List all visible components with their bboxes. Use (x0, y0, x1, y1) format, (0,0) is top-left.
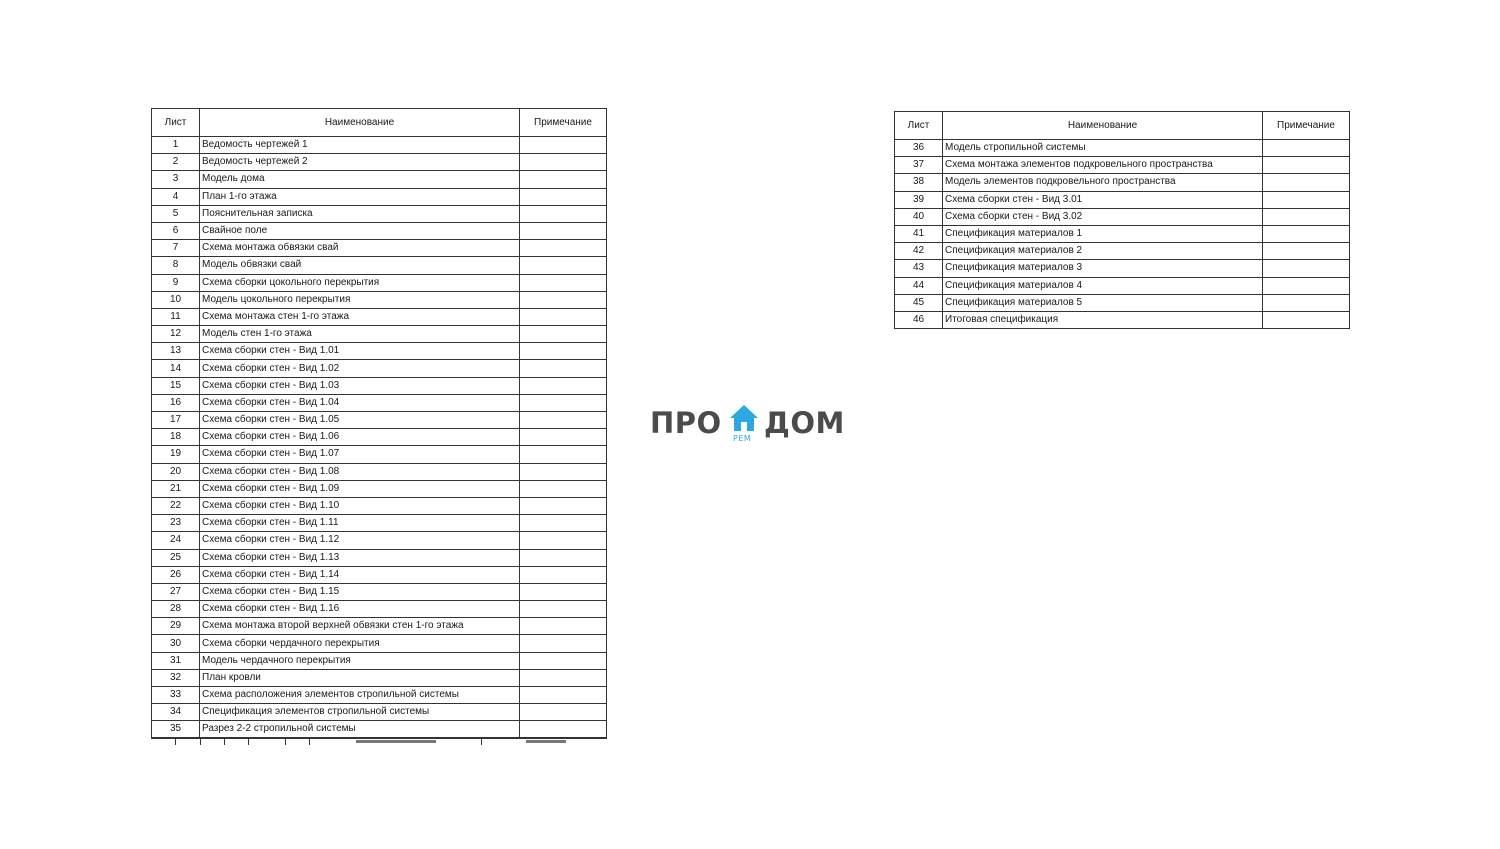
sheet-name: Модель обвязки свай (200, 257, 520, 274)
sheet-note (520, 566, 607, 583)
sheet-note (520, 549, 607, 566)
sheet-name: Схема сборки стен - Вид 1.03 (200, 377, 520, 394)
logo-word-right: ДОМ (764, 406, 845, 440)
table-row (895, 311, 1350, 328)
sheet-number: 27 (152, 583, 200, 600)
sheet-note (1263, 208, 1350, 225)
sheet-number: 20 (152, 463, 200, 480)
sheet-number: 2 (152, 154, 200, 171)
sheet-name: Модель дома (200, 171, 520, 188)
sheet-name: Схема сборки стен - Вид 1.09 (200, 480, 520, 497)
sheet-number: 26 (152, 566, 200, 583)
table-row (152, 429, 607, 446)
table-row (152, 463, 607, 480)
sheet-name: Схема сборки стен - Вид 1.04 (200, 394, 520, 411)
sheet-note (520, 463, 607, 480)
header-note: Примечание (1263, 112, 1350, 140)
sheet-number: 30 (152, 635, 200, 652)
sheet-note (520, 480, 607, 497)
header-name: Наименование (943, 112, 1263, 140)
sheet-number: 1 (152, 137, 200, 154)
sheet-name: Схема сборки стен - Вид 1.13 (200, 549, 520, 566)
sheet-number: 45 (895, 294, 943, 311)
sheet-number: 17 (152, 412, 200, 429)
table-row (895, 208, 1350, 225)
sheet-name: Схема расположения элементов стропильной системы (200, 687, 520, 704)
table-row (152, 704, 607, 721)
sheet-note (520, 515, 607, 532)
sheet-name: Схема сборки стен - Вид 3.01 (943, 191, 1263, 208)
sheet-note (1263, 191, 1350, 208)
sheet-name: Модель стен 1-го этажа (200, 326, 520, 343)
sheet-name: Спецификация материалов 4 (943, 277, 1263, 294)
table-row (152, 583, 607, 600)
sheet-note (520, 377, 607, 394)
sheet-name: Ведомость чертежей 2 (200, 154, 520, 171)
table-row (152, 532, 607, 549)
sheet-note (520, 497, 607, 514)
sheet-name: Схема сборки стен - Вид 1.10 (200, 497, 520, 514)
sheet-number: 28 (152, 601, 200, 618)
table-row (895, 140, 1350, 157)
sheet-number: 46 (895, 311, 943, 328)
sheet-note (1263, 140, 1350, 157)
sheet-name: Модель чердачного перекрытия (200, 652, 520, 669)
sheet-name: Итоговая спецификация (943, 311, 1263, 328)
sheet-name: Спецификация материалов 2 (943, 243, 1263, 260)
table-row (152, 515, 607, 532)
table-row (895, 174, 1350, 191)
sheet-number: 23 (152, 515, 200, 532)
sheet-note (520, 360, 607, 377)
sheet-note (1263, 225, 1350, 242)
sheet-name: Схема монтажа второй верхней обвязки стен 1-го этажа (200, 618, 520, 635)
table-row (152, 326, 607, 343)
sheet-note (1263, 260, 1350, 277)
table-row (152, 566, 607, 583)
sheet-note (520, 618, 607, 635)
sheet-note (520, 308, 607, 325)
table-row (895, 225, 1350, 242)
sheet-note (1263, 174, 1350, 191)
sheet-number: 18 (152, 429, 200, 446)
sheet-note (520, 652, 607, 669)
sheet-name: Разрез 2-2 стропильной системы (200, 721, 520, 738)
table-row (152, 635, 607, 652)
sheet-note (520, 704, 607, 721)
table-row (152, 205, 607, 222)
sheet-number: 39 (895, 191, 943, 208)
sheet-number: 11 (152, 308, 200, 325)
table-row (152, 480, 607, 497)
table-row (152, 721, 607, 738)
table-row (152, 274, 607, 291)
table-header-row (152, 109, 607, 137)
sheet-number: 22 (152, 497, 200, 514)
sheet-name: Схема сборки стен - Вид 1.11 (200, 515, 520, 532)
sheet-number: 34 (152, 704, 200, 721)
sheet-name: Схема сборки стен - Вид 1.12 (200, 532, 520, 549)
table-header-row (895, 112, 1350, 140)
table-row (152, 343, 607, 360)
sheet-number: 40 (895, 208, 943, 225)
logo (650, 404, 850, 446)
sheet-note (520, 532, 607, 549)
sheet-note (520, 669, 607, 686)
sheet-name: Модель элементов подкровельного пространства (943, 174, 1263, 191)
table-row (152, 687, 607, 704)
table-row (895, 191, 1350, 208)
sheet-note (520, 635, 607, 652)
sheet-number: 12 (152, 326, 200, 343)
sheet-name: Схема сборки стен - Вид 1.01 (200, 343, 520, 360)
sheet-note (520, 583, 607, 600)
sheet-note (520, 429, 607, 446)
sheet-note (520, 343, 607, 360)
sheet-note (520, 687, 607, 704)
logo-subtext: РЕМ (733, 434, 752, 443)
sheet-name: Схема сборки стен - Вид 1.08 (200, 463, 520, 480)
sheet-number: 44 (895, 277, 943, 294)
sheet-number: 33 (152, 687, 200, 704)
sheet-number: 6 (152, 222, 200, 239)
sheet-name: Схема сборки цокольного перекрытия (200, 274, 520, 291)
sheet-note (1263, 243, 1350, 260)
sheet-name: План 1-го этажа (200, 188, 520, 205)
sheet-number: 31 (152, 652, 200, 669)
sheet-name: Схема сборки стен - Вид 1.05 (200, 412, 520, 429)
sheet-note (520, 137, 607, 154)
sheet-number: 10 (152, 291, 200, 308)
sheet-name: Спецификация элементов стропильной системы (200, 704, 520, 721)
table-row (152, 137, 607, 154)
table-row (152, 222, 607, 239)
drawing-list-table-right (894, 111, 1350, 329)
sheet-note (520, 188, 607, 205)
title-block-strip (151, 737, 606, 745)
sheet-note (1263, 294, 1350, 311)
sheet-note (520, 222, 607, 239)
sheet-note (520, 721, 607, 738)
sheet-name: Свайное поле (200, 222, 520, 239)
sheet-number: 3 (152, 171, 200, 188)
sheet-note (520, 394, 607, 411)
house-icon (729, 404, 759, 432)
table-row (152, 394, 607, 411)
sheet-name: Пояснительная записка (200, 205, 520, 222)
header-sheet: Лист (152, 109, 200, 137)
table-row (152, 154, 607, 171)
table-row (895, 294, 1350, 311)
sheet-note (520, 154, 607, 171)
sheet-number: 15 (152, 377, 200, 394)
table-row (895, 277, 1350, 294)
table-row (152, 171, 607, 188)
sheet-number: 32 (152, 669, 200, 686)
sheet-number: 43 (895, 260, 943, 277)
sheet-number: 13 (152, 343, 200, 360)
table-row (152, 412, 607, 429)
sheet-name: Схема сборки стен - Вид 3.02 (943, 208, 1263, 225)
table-row (895, 157, 1350, 174)
table-row (895, 260, 1350, 277)
sheet-name: Схема сборки стен - Вид 1.14 (200, 566, 520, 583)
sheet-note (1263, 277, 1350, 294)
sheet-number: 37 (895, 157, 943, 174)
sheet-note (520, 171, 607, 188)
sheet-note (520, 291, 607, 308)
sheet-note (520, 326, 607, 343)
sheet-name: Схема сборки чердачного перекрытия (200, 635, 520, 652)
sheet-name: Спецификация материалов 1 (943, 225, 1263, 242)
sheet-note (520, 412, 607, 429)
sheet-name: Спецификация материалов 5 (943, 294, 1263, 311)
header-name: Наименование (200, 109, 520, 137)
sheet-name: Схема сборки стен - Вид 1.16 (200, 601, 520, 618)
table-row (152, 377, 607, 394)
table-row (152, 618, 607, 635)
sheet-note (520, 446, 607, 463)
table-row (152, 360, 607, 377)
table-row (152, 257, 607, 274)
sheet-number: 14 (152, 360, 200, 377)
sheet-name: План кровли (200, 669, 520, 686)
sheet-name: Схема сборки стен - Вид 1.06 (200, 429, 520, 446)
table-row (152, 652, 607, 669)
sheet-number: 8 (152, 257, 200, 274)
sheet-note (520, 601, 607, 618)
sheet-number: 9 (152, 274, 200, 291)
sheet-name: Схема монтажа стен 1-го этажа (200, 308, 520, 325)
sheet-name: Схема сборки стен - Вид 1.07 (200, 446, 520, 463)
sheet-number: 19 (152, 446, 200, 463)
sheet-number: 16 (152, 394, 200, 411)
table-row (152, 240, 607, 257)
table-row (152, 549, 607, 566)
table-row (895, 243, 1350, 260)
sheet-note (520, 205, 607, 222)
table-row (152, 291, 607, 308)
sheet-name: Модель цокольного перекрытия (200, 291, 520, 308)
sheet-name: Схема монтажа элементов подкровельного пространства (943, 157, 1263, 174)
sheet-note (520, 240, 607, 257)
header-note: Примечание (520, 109, 607, 137)
sheet-name: Схема сборки стен - Вид 1.15 (200, 583, 520, 600)
table-row (152, 446, 607, 463)
table-row (152, 308, 607, 325)
sheet-number: 29 (152, 618, 200, 635)
sheet-note (520, 257, 607, 274)
sheet-name: Схема сборки стен - Вид 1.02 (200, 360, 520, 377)
sheet-number: 38 (895, 174, 943, 191)
table-row (152, 669, 607, 686)
sheet-number: 5 (152, 205, 200, 222)
sheet-number: 25 (152, 549, 200, 566)
table-row (152, 188, 607, 205)
sheet-note (1263, 157, 1350, 174)
sheet-number: 35 (152, 721, 200, 738)
sheet-name: Ведомость чертежей 1 (200, 137, 520, 154)
sheet-note (1263, 311, 1350, 328)
logo-word-left: ПРО (650, 406, 722, 440)
sheet-number: 42 (895, 243, 943, 260)
sheet-note (520, 274, 607, 291)
sheet-number: 36 (895, 140, 943, 157)
sheet-number: 4 (152, 188, 200, 205)
sheet-number: 24 (152, 532, 200, 549)
sheet-number: 21 (152, 480, 200, 497)
table-row (152, 601, 607, 618)
sheet-number: 41 (895, 225, 943, 242)
sheet-name: Модель стропильной системы (943, 140, 1263, 157)
sheet-number: 7 (152, 240, 200, 257)
header-sheet: Лист (895, 112, 943, 140)
sheet-name: Схема монтажа обвязки свай (200, 240, 520, 257)
table-row (152, 497, 607, 514)
sheet-name: Спецификация материалов 3 (943, 260, 1263, 277)
drawing-list-table-left (151, 108, 607, 739)
